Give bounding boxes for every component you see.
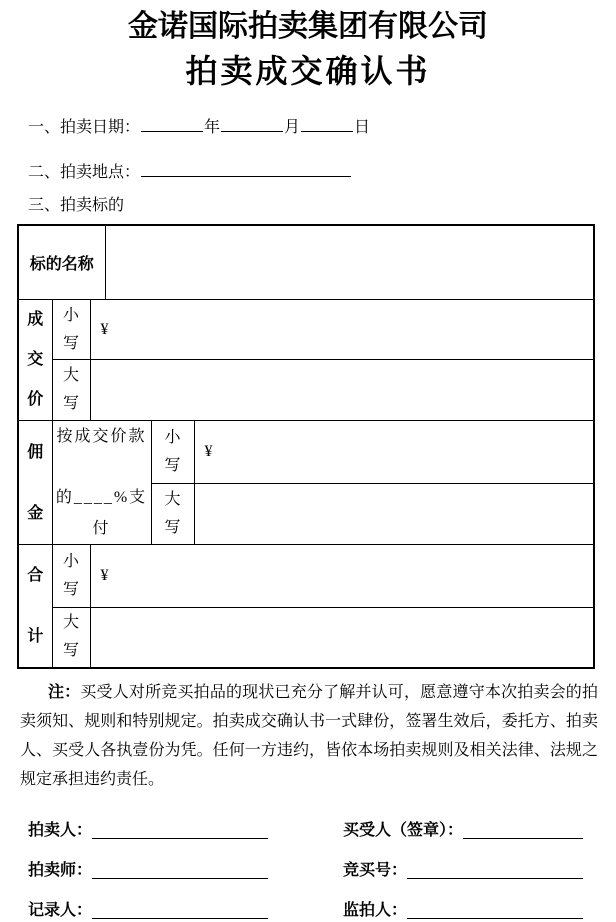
buyer-signature-blank	[463, 819, 583, 839]
commission-small-header-cell	[151, 421, 194, 484]
bidder-number-blank	[407, 859, 583, 879]
commission-label: 佣金	[27, 443, 44, 522]
signature-area	[0, 819, 616, 922]
signature-row	[0, 859, 616, 882]
deal-price-small-value-cell	[90, 300, 594, 360]
commission-large-value-cell	[194, 484, 594, 545]
auction-date-month-blank	[221, 115, 283, 132]
numeral-large-label: 大写	[62, 367, 79, 413]
auction-confirmation-document	[0, 9, 616, 920]
supervisor-field	[343, 899, 583, 922]
signature-row	[0, 899, 616, 922]
deal-price-large-header-cell	[52, 360, 90, 421]
auction-subject-line	[28, 195, 616, 217]
day-suffix: 日	[354, 118, 371, 136]
auction-subject-label: 三、拍卖标的	[28, 196, 125, 214]
currency-symbol: ¥	[100, 566, 109, 584]
company-title: 金诺国际拍卖集团有限公司	[128, 10, 488, 43]
total-header-cell	[18, 545, 52, 669]
commission-basis-cell	[52, 421, 151, 545]
bidder-number-label: 竞买号：	[343, 862, 408, 880]
note-label: 注：	[48, 684, 81, 702]
auctioneer-blank	[92, 859, 268, 879]
deal-price-large-value-cell	[90, 360, 594, 421]
subject-name-header-cell: 标的名称	[18, 225, 105, 300]
buyer-signature-field	[343, 819, 583, 842]
numeral-small-label: 小写	[62, 552, 79, 598]
total-large-value-cell	[90, 607, 594, 668]
year-suffix: 年	[204, 118, 221, 136]
total-small-value-cell	[90, 545, 594, 608]
commission-header-cell	[18, 421, 52, 545]
commission-small-value-cell	[194, 421, 594, 484]
recorder-field	[28, 899, 268, 922]
currency-symbol: ¥	[204, 443, 213, 461]
auction-date-label: 一、拍卖日期：	[28, 118, 141, 136]
currency-symbol: ¥	[100, 320, 109, 338]
commission-basis-line2: 的____%支付	[55, 489, 148, 538]
note-text: 买受人对所竞买拍品的现状已充分了解并认可，愿意遵守本次拍卖会的拍卖须知、规则和特别规定。拍卖成交确认书一式肆份，签署生效后，委托方、拍卖人、买受人各执壹份为凭。任何一方违约，皆依本场拍卖规则及相关法律、法规之规定承担违约责任。	[20, 684, 598, 789]
document-title: 拍卖成交确认书	[185, 53, 431, 89]
commission-basis-line1: 按成交价款	[56, 428, 147, 446]
total-label: 合计	[27, 567, 44, 646]
auctioneer-company-label: 拍卖人：	[28, 822, 93, 840]
total-small-header-cell	[52, 545, 90, 608]
bidder-number-field	[343, 859, 583, 882]
supervisor-label: 监拍人：	[343, 902, 408, 920]
auction-subject-table	[17, 224, 595, 670]
note-paragraph	[20, 678, 598, 794]
recorder-blank	[92, 899, 268, 919]
signature-row	[0, 819, 616, 842]
supervisor-blank	[407, 899, 583, 919]
deal-price-header-cell	[18, 300, 52, 421]
numeral-large-label: 大写	[62, 614, 79, 660]
auctioneer-company-blank	[92, 819, 268, 839]
auction-location-line	[28, 160, 616, 184]
commission-large-header-cell	[151, 484, 194, 545]
recorder-label: 记录人：	[28, 902, 93, 920]
auctioneer-field	[28, 859, 268, 882]
numeral-large-label: 大写	[164, 491, 181, 537]
auction-date-year-blank	[141, 115, 203, 132]
deal-price-label: 成交价	[27, 311, 44, 409]
numeral-small-label: 小写	[164, 429, 181, 475]
total-large-header-cell	[52, 607, 90, 668]
auction-date-line	[28, 115, 616, 139]
buyer-signature-label: 买受人（签章）：	[343, 822, 464, 840]
auction-location-label: 二、拍卖地点：	[28, 163, 141, 181]
month-suffix: 月	[284, 118, 301, 136]
auctioneer-company-field	[28, 819, 268, 842]
auction-location-blank	[141, 160, 351, 177]
auction-date-day-blank	[301, 115, 353, 132]
subject-name-value-cell	[105, 225, 594, 300]
deal-price-small-header-cell	[52, 300, 90, 360]
auctioneer-label: 拍卖师：	[28, 862, 93, 880]
numeral-small-label: 小写	[62, 306, 79, 352]
